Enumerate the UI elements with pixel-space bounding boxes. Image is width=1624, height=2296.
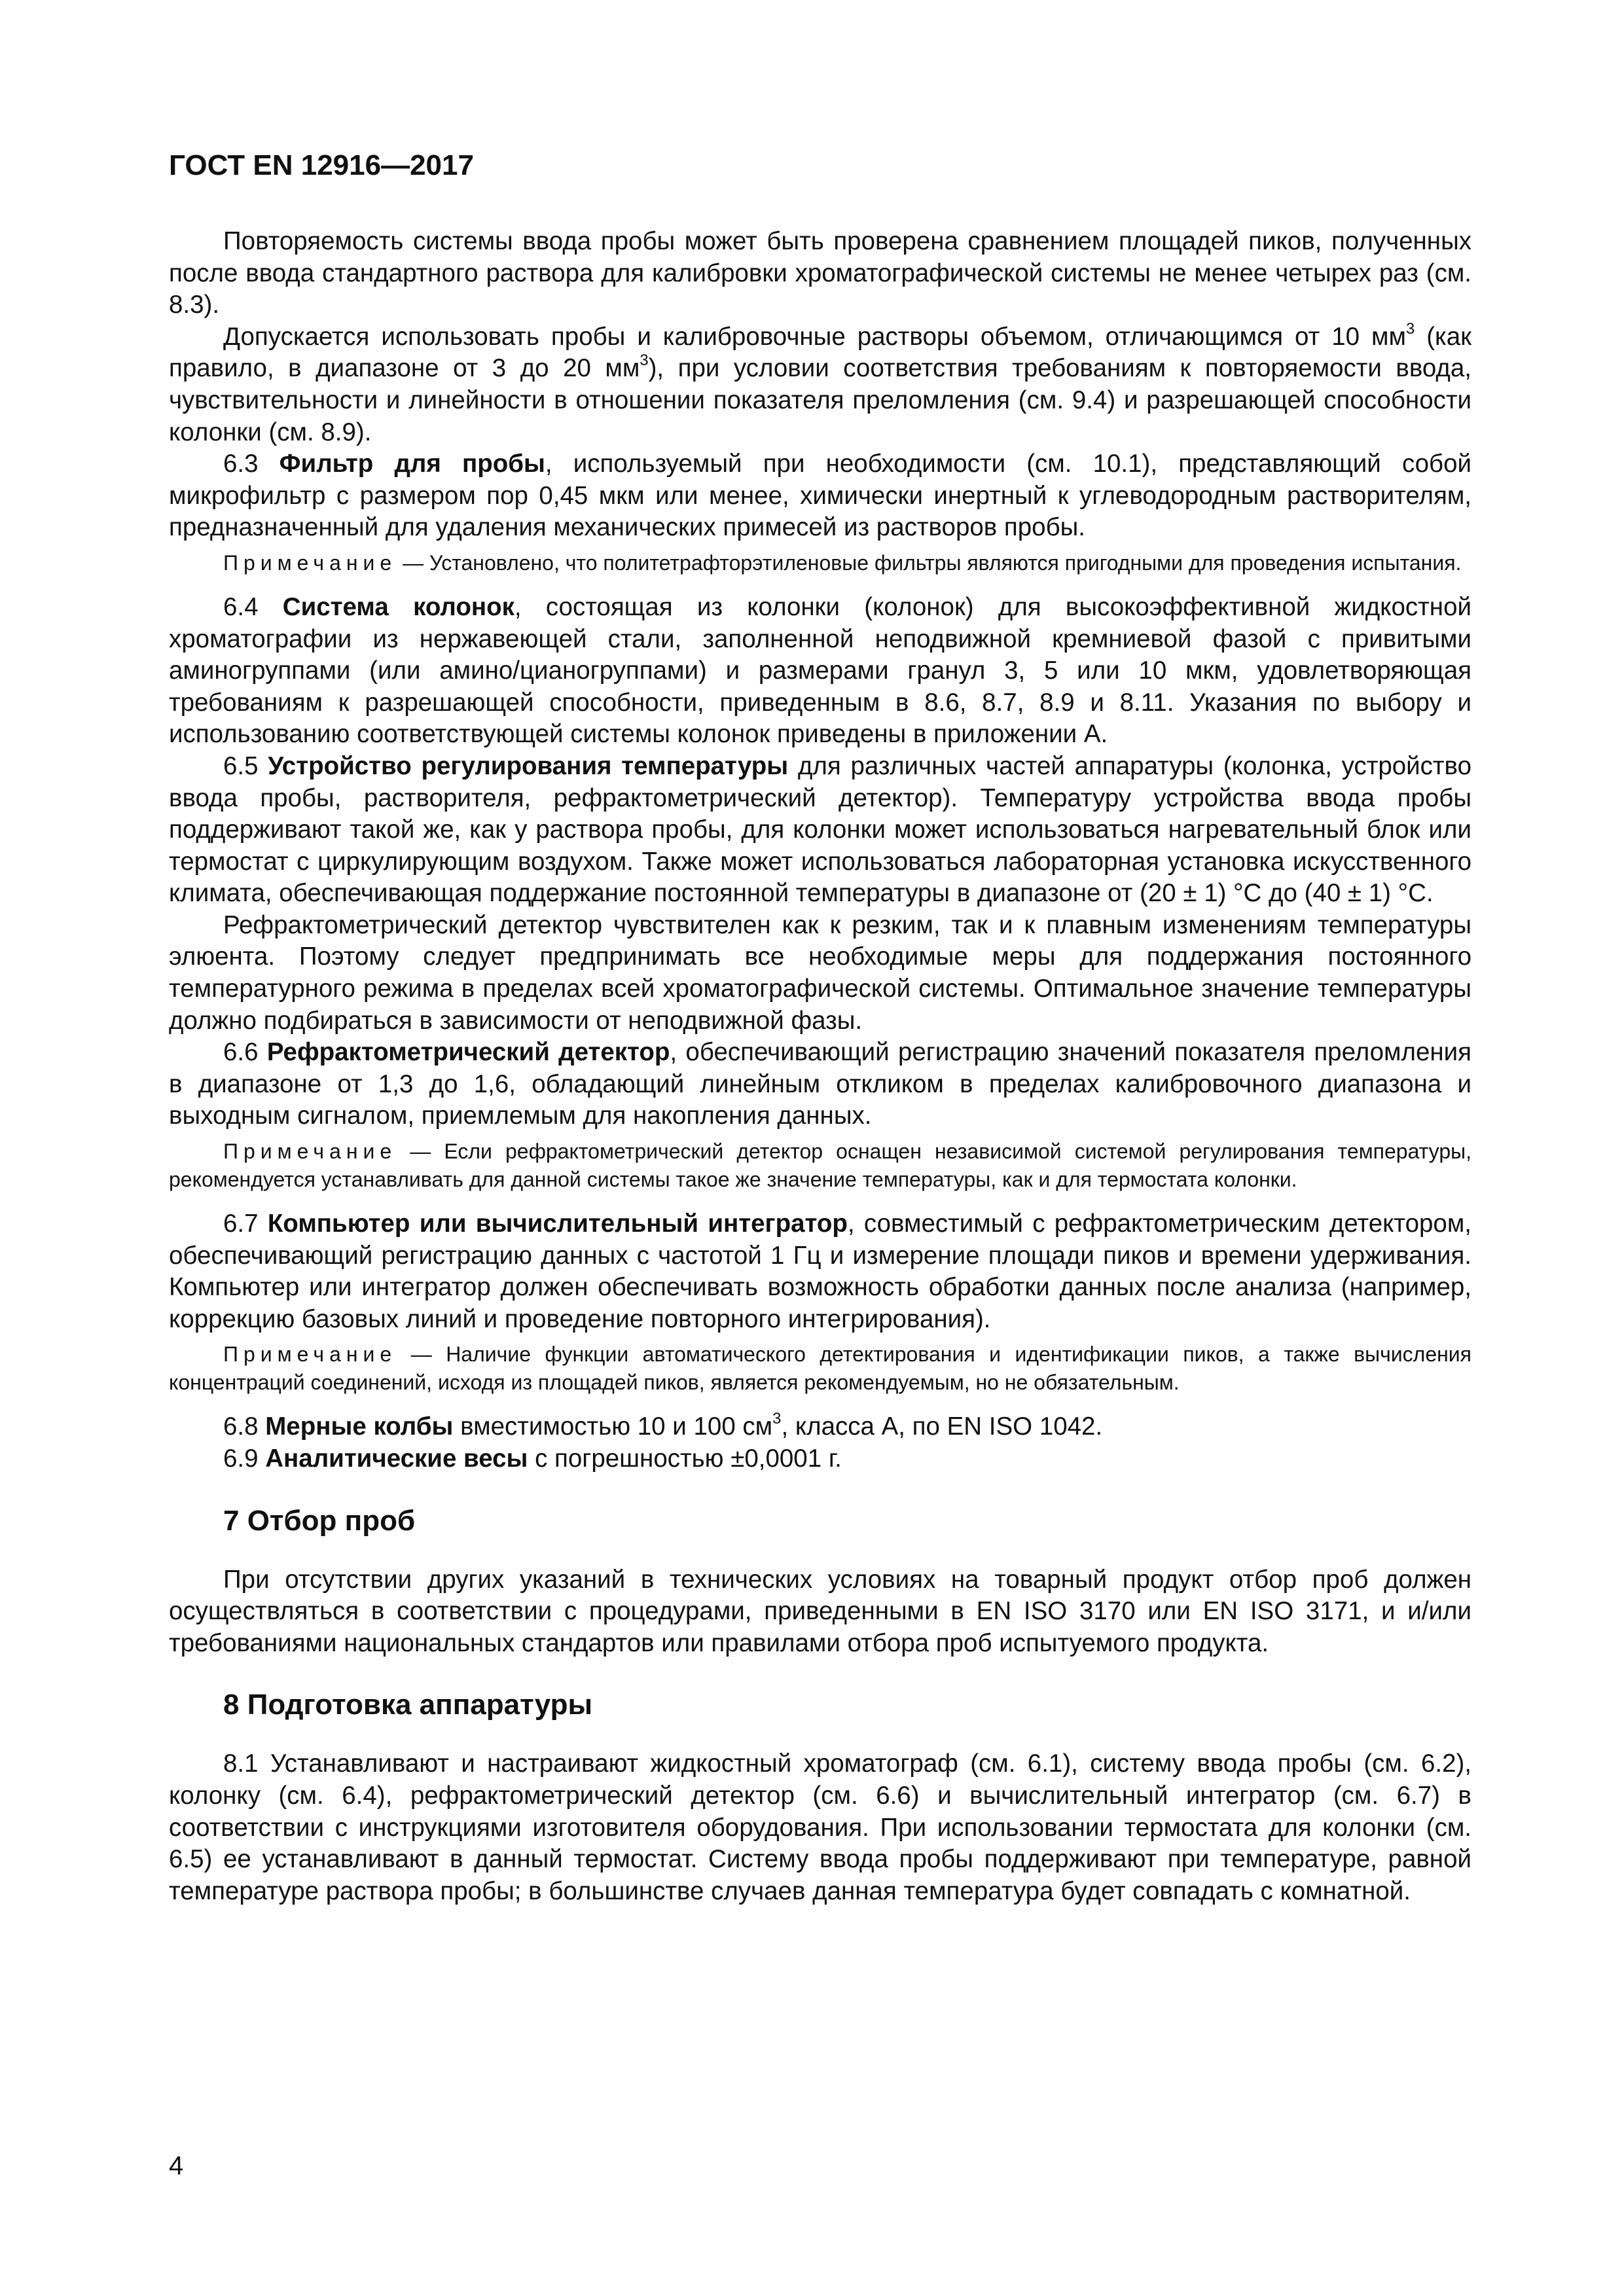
clause-6-4: 6.4 Система колонок, состоящая из колонки (колонок) для высокоэффективной жидкостной хроматографии из нержавеющей стали, заполненной неподвижной кремниевой фазой с привитыми аминогруппами (или амино/цианогруппами) и размерами гранул 3, 5 или 10 мкм, удовлетворяющая требованиям к разрешающей способности, приведенным в 8.6, 8.7, 8.9 и 8.11. Указания по выбору и использованию соответствующей системы колонок приведены в приложении А. <box>169 592 1471 749</box>
clause-6-7: 6.7 Компьютер или вычислительный интегратор, совместимый с рефрактометрическим детектором, обеспечивающий регистрацию данных с частотой 1 Гц и измерение площади пиков и времени удерживания. Компьютер или интегратор должен обеспечивать возможность обработки данных после анализа (например, коррекцию базовых линий и проведение повторного интегрирования). <box>169 1210 1471 1333</box>
clause-6-5-title: Устройство регулирования температуры <box>268 751 789 780</box>
section-8-heading: 8 Подготовка аппаратуры <box>223 1689 593 1721</box>
superscript: 3 <box>772 1410 782 1428</box>
clause-6-8-title: Мерные колбы <box>265 1412 454 1441</box>
section-7-heading: 7 Отбор проб <box>223 1504 416 1537</box>
page-number: 4 <box>169 2151 184 2180</box>
clause-6-7-title: Компьютер или вычислительный интегратор <box>267 1210 848 1238</box>
clause-6-6: 6.6 Рефрактометрический детектор, обеспечивающий регистрацию значений показателя преломления в диапазоне от 1,3 до 1,6, обладающий линейным откликом в пределах калибровочного диапазона и выходным сигналом, приемлемым для накопления данных. <box>169 1038 1471 1130</box>
clause-6-8: 6.8 Мерные колбы вместимостью 10 и 100 $см^3$, класса А, по EN ISO 1042. <box>223 1410 1103 1441</box>
clause-6-3: 6.3 Фильтр для пробы, используемый при необходимости (см. 10.1), представляющий собой микрофильтр с размером пор 0,45 мкм или менее, химически инертный к углеводородным растворителям, предназначенный для удаления механических примесей из растворов пробы. <box>169 450 1472 542</box>
note-detector-temperature: Примечание — Если рефрактометрический детектор оснащен независимой системой регулирования температуры, рекомендуется устанавливать для данной системы такое же значение температуры, как и для термостата колонки. <box>169 1139 1471 1192</box>
note-label: Примечание <box>223 550 397 575</box>
clause-6-6-title: Рефрактометрический детектор <box>266 1038 670 1067</box>
page-body <box>169 226 1471 1907</box>
clause-6-9-title: Аналитические весы <box>265 1444 528 1473</box>
superscript: 3 <box>1405 319 1415 338</box>
paragraph-sample-volume: Допускается использовать пробы и калибровочные растворы объемом, отличающимся от 10 $мм^3$ (как правило, в диапазоне от 3 до 20 $мм^3$), при условии соответствия требованиям к повторяемости ввода, чувствительности и линейности в отношении показателя преломления (см. 9.4) и разрешающей способности колонки (см. 8.9). <box>169 319 1471 446</box>
clause-6-9: 6.9 Аналитические весы с погрешностью ±0,0001 г. <box>223 1444 842 1473</box>
clause-8-1: 8.1 Устанавливают и настраивают жидкостный хроматограф (см. 6.1), систему ввода пробы (см. 6.2), колонку (см. 6.4), рефрактометрический детектор (см. 6.6) и вычислительный интегратор (см. 6.7) в соответствии с инструкциями изготовителя оборудования. При использовании термостата для колонки (см. 6.5) ее устанавливают в данный термостат. Систему ввода пробы поддерживают при температуре, равной температуре раствора пробы; в большинстве случаев данная температура будет совпадать с комнатной. <box>169 1749 1471 1905</box>
paragraph-repeatability: Повторяемость системы ввода пробы может быть проверена сравнением площадей пиков, полученных после ввода стандартного раствора для калибровки хроматографической системы не менее четырех раз (см. 8.3). <box>169 227 1471 319</box>
paragraph-refractometer-sensitivity: Рефрактометрический детектор чувствителен как к резким, так и к плавным изменениям температуры элюента. Поэтому следует предпринимать все необходимые меры для поддержания постоянного температурного режима в пределах всей хроматографической системы. Оптимальное значение температуры должно подбираться в зависимости от неподвижной фазы. <box>169 910 1471 1035</box>
note-filters: Примечание — Установлено, что политетрафторэтиленовые фильтры являются пригодными для проведения испытания. <box>223 550 1462 575</box>
document-code: ГОСТ EN 12916—2017 <box>169 149 474 181</box>
superscript: 3 <box>640 351 649 370</box>
clause-6-5: 6.5 Устройство регулирования температуры для различных частей аппаратуры (колонка, устройство ввода пробы, растворителя, рефрактометрический детектор). Температуру устройства ввода пробы поддерживают такой же, как у раствора пробы, для колонки может использоваться нагревательный блок или термостат с циркулирующим воздухом. Также может использоваться лабораторная установка искусственного климата, обеспечивающая поддержание постоянной температуры в диапазоне от (20 ± 1) °С до (40 ± 1) °С. <box>169 751 1471 908</box>
clause-6-4-title: Система колонок <box>282 592 514 621</box>
note-label: Примечание <box>223 1342 397 1367</box>
clause-6-3-title: Фильтр для пробы <box>279 450 545 478</box>
paragraph-sampling: При отсутствии других указаний в технических условиях на товарный продукт отбор проб должен осуществляться в соответствии с процедурами, приведенными в EN ISO 3170 или EN ISO 3171, и и/или требованиями национальных стандартов или правилами отбора проб испытуемого продукта. <box>169 1565 1471 1657</box>
note-auto-detection: Примечание — Наличие функции автоматического детектирования и идентификации пиков, а также вычисления концентраций соединений, исходя из площадей пиков, является рекомендуемым, но не обязательным. <box>169 1342 1471 1395</box>
note-label: Примечание <box>223 1139 397 1164</box>
